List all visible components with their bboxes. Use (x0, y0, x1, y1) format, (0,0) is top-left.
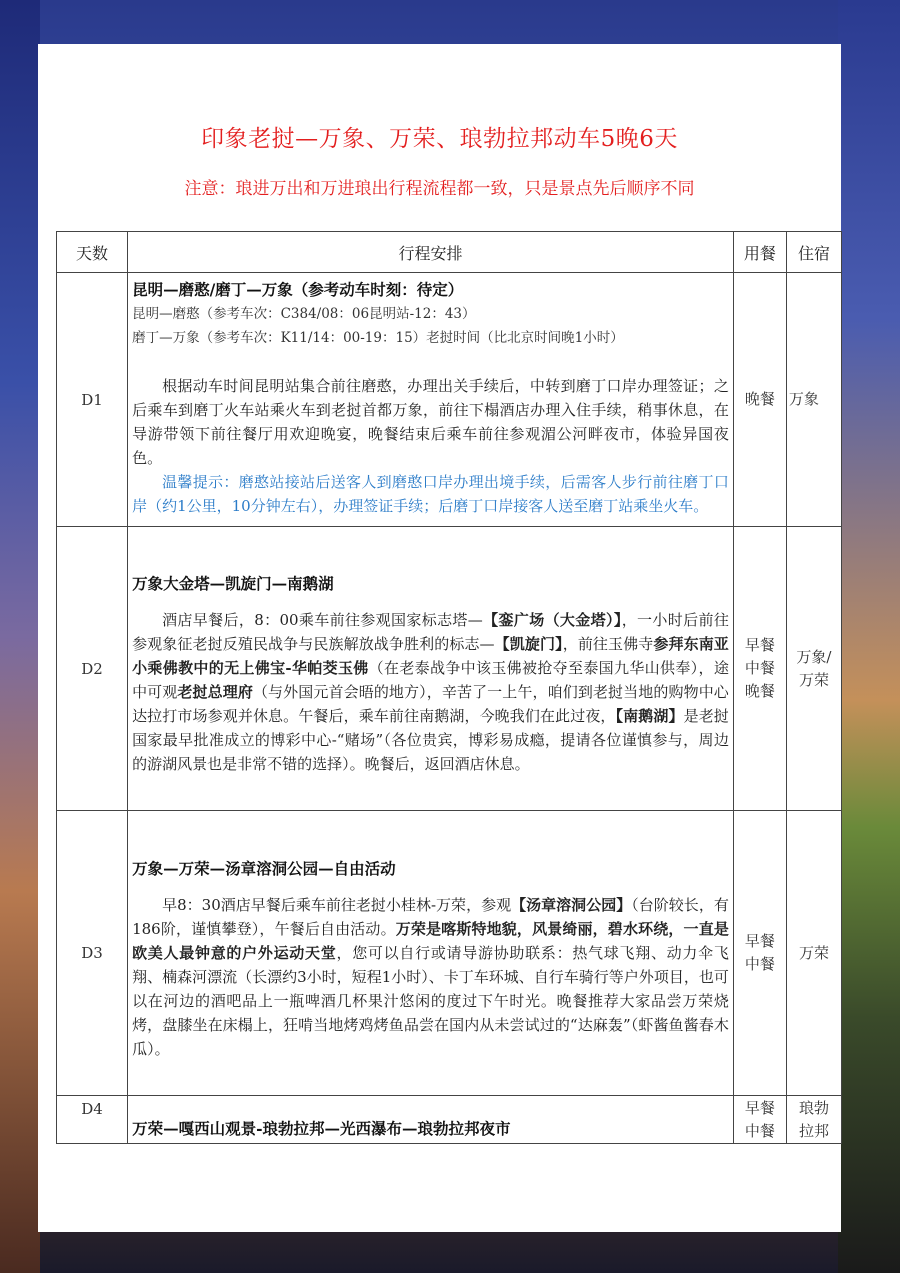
train-info: 磨丁—万象（参考车次：K11/14：00-19：15）老挝时间（比北京时间晚1小时） (132, 330, 624, 346)
page-title: 印象老挝—万象、万荣、琅勃拉邦动车5晚6天 (201, 126, 678, 152)
day-label: D4 (57, 1096, 128, 1144)
day-heading: 万象—万荣—汤章溶洞公园—自由活动 (132, 858, 396, 878)
day-description: 早8：30酒店早餐后乘车前往老挝小桂林-万荣，参观【汤章溶洞公园】（台阶较长，有186阶，谨慎攀登），午餐后自由活动。万荣是喀斯特地貌，风景绮丽，碧水环绕，一直是欧美人最钟意的户外运动天堂，您可以自行或请导游协助联系：热气球飞翔、动力伞飞翔、楠森河漂流（长漂约3小时，短程1小时）、卡丁车环城、自行车骑行等户外项目，也可以在河边的酒吧品上一瓶啤酒几杯果汁悠闲的度过下午时光。晚餐推荐大家品尝万荣烧烤，盘膝坐在床榻上，狂啃当地烤鸡烤鱼品尝在国内从未尝试过的“达麻轰”（虾酱鱼酱春木瓜）。 (132, 895, 729, 1058)
table-row-d3 (57, 811, 842, 1096)
hotel-cell: 万荣 (786, 811, 841, 1096)
table-row-d2 (57, 527, 842, 811)
meal-cell: 早餐 中餐 (733, 811, 786, 1096)
header-day: 天数 (57, 232, 128, 273)
hotel-cell: 万象 (786, 273, 841, 527)
table-row-d4 (57, 1096, 842, 1144)
hotel-cell: 万象/ 万荣 (786, 527, 841, 811)
day-label: D2 (57, 527, 128, 811)
background-right-scenery (838, 0, 900, 1273)
day-description: 根据动车时间昆明站集合前往磨憨，办理出关手续后，中转到磨丁口岸办理签证；之后乘车到磨丁火车站乘火车到老挝首都万象，前往下榻酒店办理入住手续，稍事休息，在导游带领下前往餐厅用欢迎晚宴，晚餐结束后乘车前往参观湄公河畔夜市，体验异国夜色。 (132, 377, 729, 467)
plan-cell (128, 273, 734, 527)
hotel-cell: 琅勃 拉邦 (786, 1096, 841, 1144)
day-label: D3 (57, 811, 128, 1096)
itinerary-sheet (38, 44, 841, 1232)
tip-text: 温馨提示：磨憨站接站后送客人到磨憨口岸办理出境手续，后需客人步行前往磨丁口岸（约1公里，10分钟左右），办理签证手续；后磨丁口岸接客人送至磨丁站乘坐火车。 (132, 473, 729, 515)
day-heading: 万荣—嘎西山观景-琅勃拉邦—光西瀑布—琅勃拉邦夜市 (132, 1119, 511, 1138)
train-info: 昆明—磨憨（参考车次：C384/08：06昆明站-12：43） (132, 306, 476, 322)
table-header-row (57, 232, 842, 273)
meal-cell: 早餐 中餐 晚餐 (733, 527, 786, 811)
day-heading: 昆明—磨憨/磨丁—万象（参考动车时刻：待定） (132, 280, 464, 299)
meal-cell: 早餐 中餐 (733, 1096, 786, 1144)
header-meal: 用餐 (733, 232, 786, 273)
meal-cell: 晚餐 (733, 273, 786, 527)
header-plan: 行程安排 (128, 232, 734, 273)
itinerary-table (56, 231, 842, 1144)
day-label: D1 (57, 273, 128, 527)
plan-cell (128, 811, 734, 1096)
day-heading: 万象大金塔—凯旋门—南鹅湖 (132, 574, 334, 593)
plan-cell (128, 1096, 734, 1144)
day-description: 酒店早餐后，8：00乘车前往参观国家标志塔—【銮广场（大金塔）】，一小时后前往参观象征老挝反殖民战争与民族解放战争胜利的标志—【凯旋门】，前往玉佛寺参拜东南亚小乘佛教中的无上佛宝-华帕茭玉佛（在老泰战争中该玉佛被抢夺至泰国九华山供奉），途中可观老挝总理府（与外国元首会晤的地方），辛苦了一上午，咱们到老挝当地的购物中心达拉打市场参观并休息。午餐后，乘车前往南鹅湖，今晚我们在此过夜，【南鹅湖】是老挝国家最早批准成立的博彩中心-“赌场”（各位贵宾，博彩易成瘾，提请各位谨慎参与，周边的游湖风景也是非常不错的选择）。晚餐后，返回酒店休息。 (132, 611, 729, 773)
background-left-scenery (0, 0, 40, 1273)
table-row-d1 (57, 273, 842, 527)
notice-text: 注意：琅进万出和万进琅出行程流程都一致，只是景点先后顺序不同 (184, 179, 695, 199)
plan-cell (128, 527, 734, 811)
header-hotel: 住宿 (786, 232, 841, 273)
